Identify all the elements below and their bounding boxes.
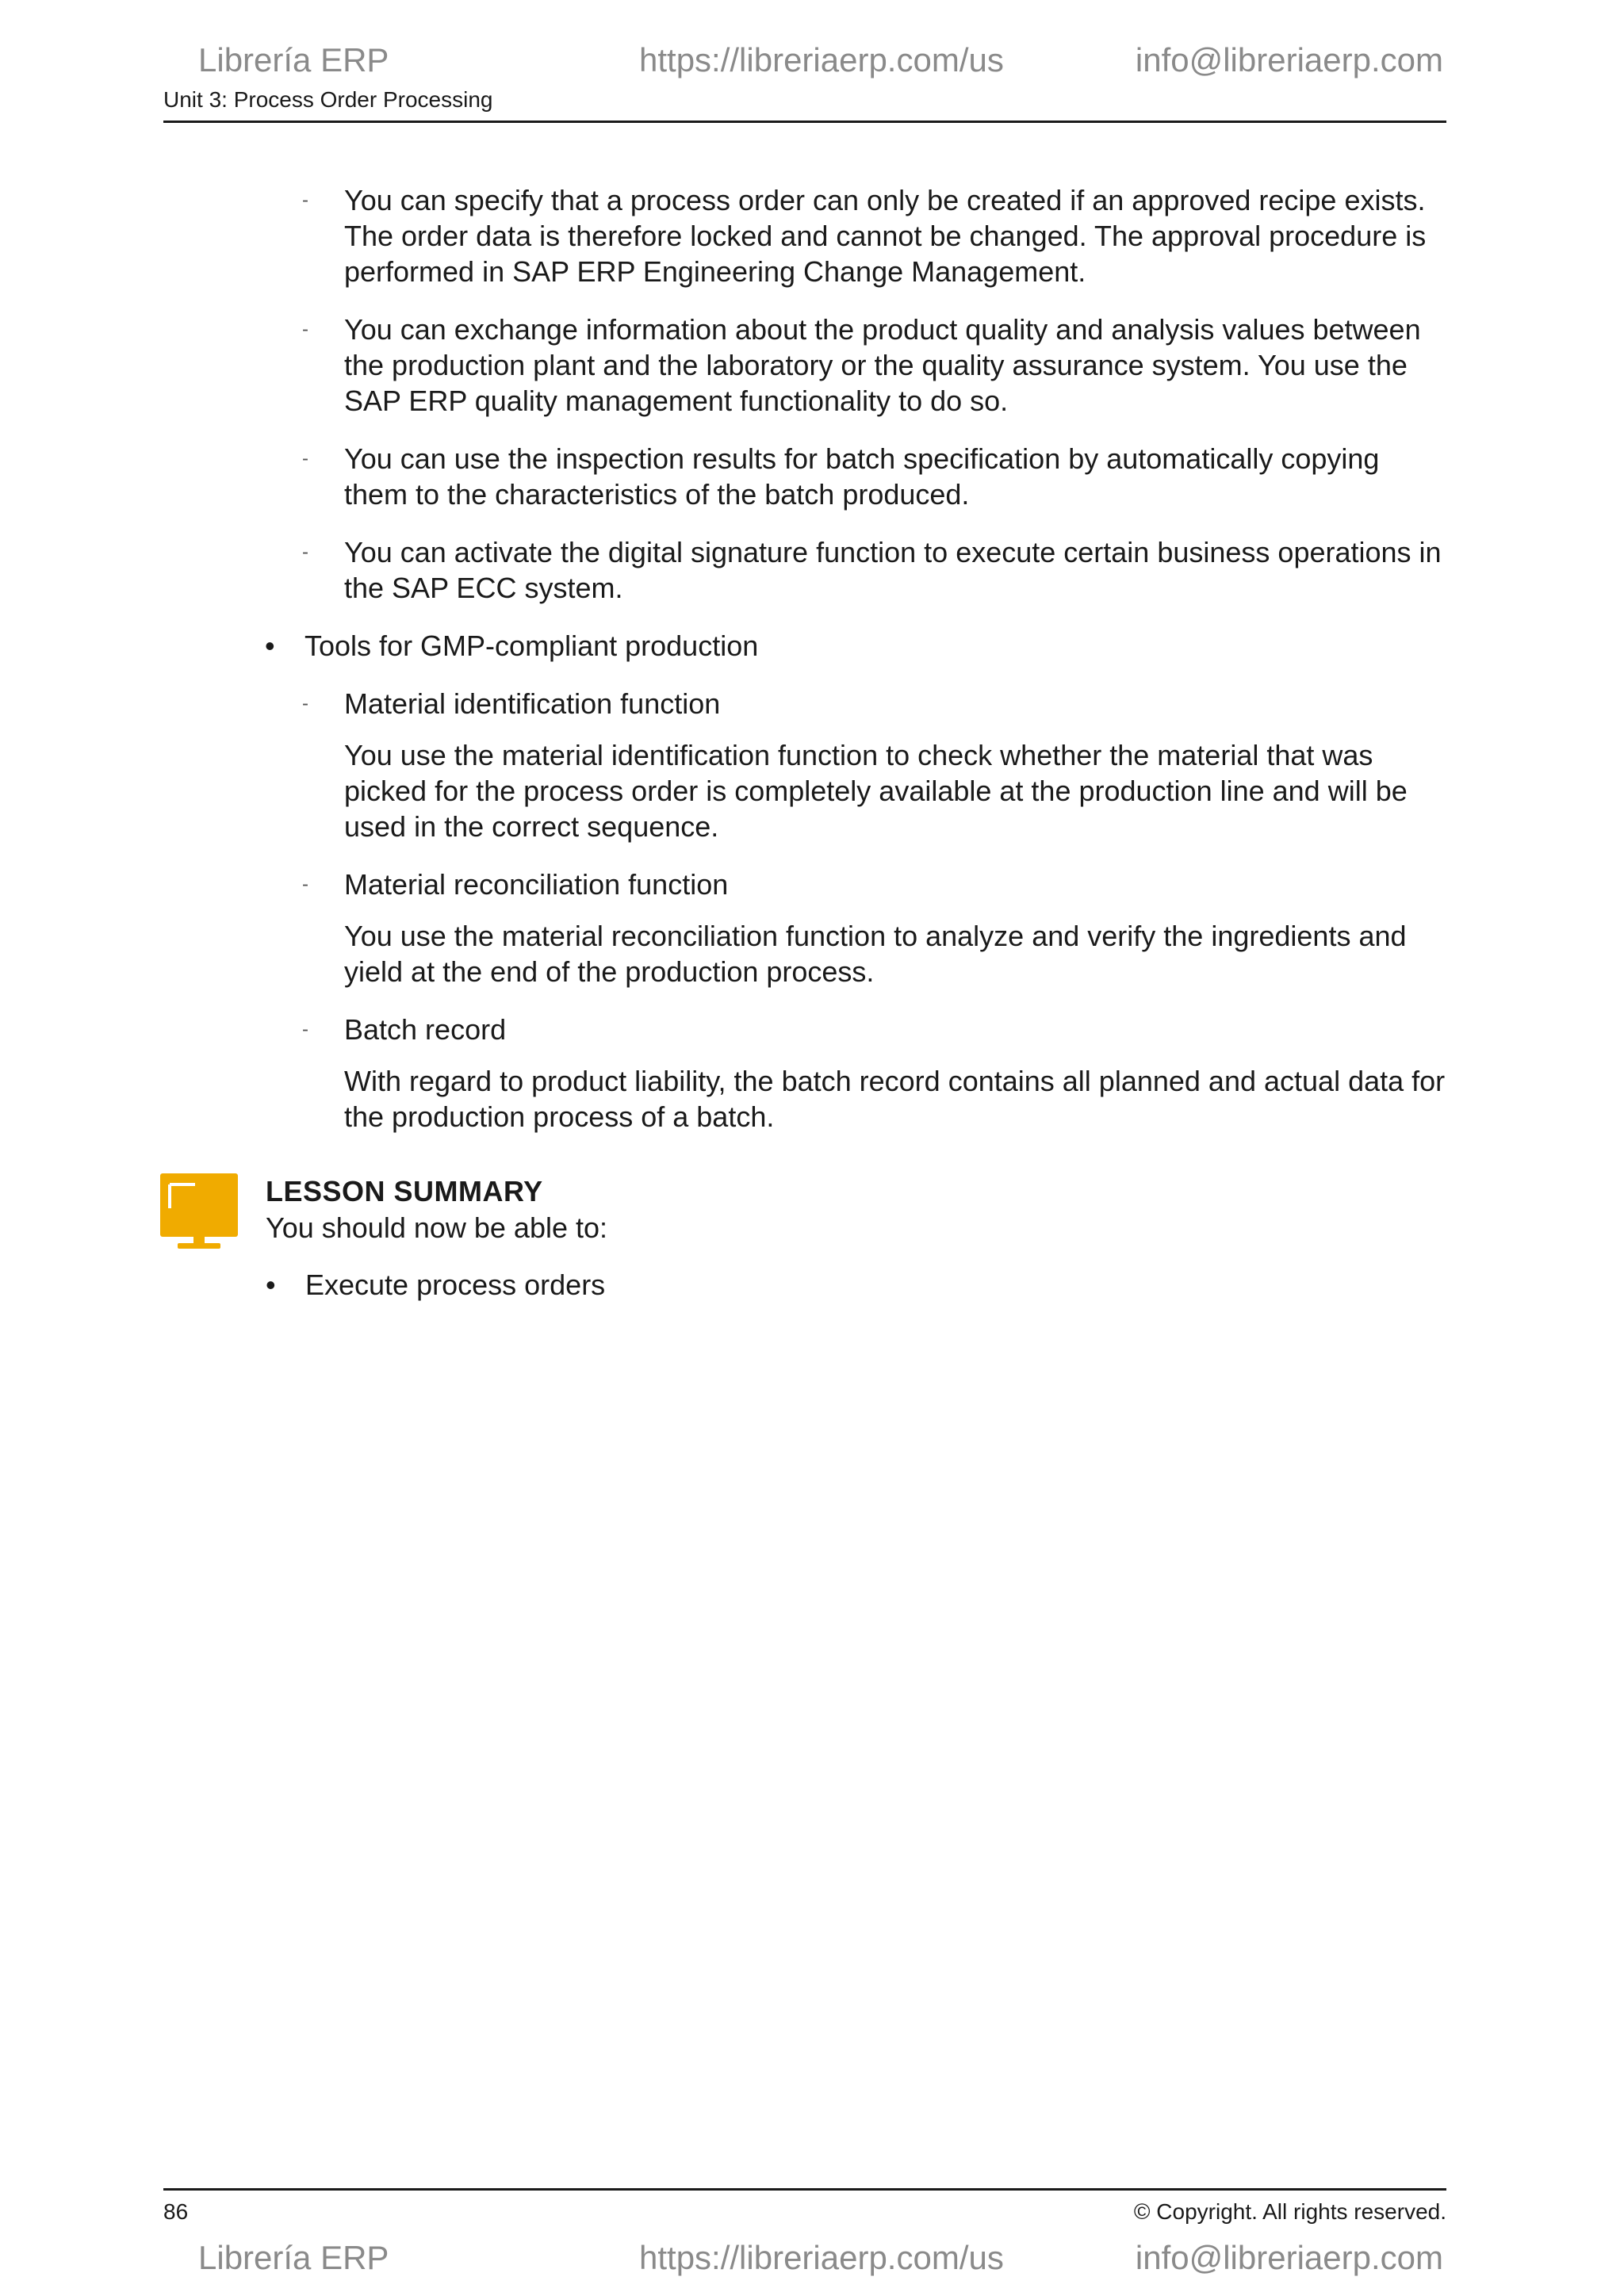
header-divider: [163, 121, 1446, 123]
watermark-url-top: https://libreriaerp.com/us: [639, 41, 1004, 78]
dash-marker: -: [302, 541, 308, 563]
bullet-list-item: [163, 628, 1448, 664]
unit-title: Unit 3: Process Order Processing: [163, 87, 493, 112]
sub-list-item: [163, 312, 1448, 419]
sub-list-item-title: Material identification function: [344, 687, 721, 720]
summary-list-item: [266, 1267, 605, 1303]
sub-list-item: [163, 182, 1448, 289]
sub-list-item-title: Batch record: [344, 1013, 507, 1046]
bullet-list-item-text: Tools for GMP-compliant production: [304, 629, 759, 662]
sub-list-item: [163, 686, 1448, 844]
dash-marker: -: [302, 448, 308, 469]
dash-marker: -: [302, 874, 308, 895]
sub-list-item: [163, 534, 1448, 606]
copyright-notice: © Copyright. All rights reserved.: [1133, 2199, 1446, 2224]
summary-list-item-text: Execute process orders: [305, 1269, 606, 1301]
dash-marker: -: [302, 693, 308, 714]
footer-divider: [163, 2188, 1446, 2191]
watermark-email-top: info@libreriaerp.com: [1135, 41, 1443, 78]
watermark-brand-top: Librería ERP: [198, 41, 389, 78]
main-content: [163, 182, 1448, 1157]
sub-list-item-text: You can activate the digital signature function to execute certain business operations in the SAP ECC system.: [344, 536, 1442, 604]
sub-list-item-detail: You use the material identification function to check whether the material that was picked for the process order is completely available at the production line and will be used in the correct sequence.: [344, 739, 1408, 843]
sub-list-item: [163, 867, 1448, 989]
summary-title: LESSON SUMMARY: [266, 1175, 543, 1207]
bullet-marker: •: [265, 629, 275, 662]
sub-list-item-title: Material reconciliation function: [344, 868, 729, 901]
summary-list: [266, 1267, 605, 1303]
dash-marker: -: [302, 1019, 308, 1040]
monitor-icon: [160, 1173, 238, 1249]
sub-list-item-text: You can exchange information about the product quality and analysis values between the production plant and the laboratory or the quality assurance system. You use the SAP ERP quality management functionality to do so.: [344, 313, 1421, 417]
watermark-url-bottom: https://libreriaerp.com/us: [639, 2239, 1004, 2276]
watermark-brand-bottom: Librería ERP: [198, 2239, 389, 2276]
bullet-marker: •: [266, 1269, 276, 1301]
sub-list-item: [163, 441, 1448, 512]
sub-list-item-text: You can specify that a process order can only be created if an approved recipe exists. The order data is therefore locked and cannot be changed. The approval procedure is performed in SAP ERP Engineering Change Management.: [344, 184, 1427, 288]
sub-list-item: [163, 1012, 1448, 1135]
dash-marker: -: [302, 319, 308, 340]
watermark-email-bottom: info@libreriaerp.com: [1135, 2239, 1443, 2276]
page-number: 86: [163, 2199, 189, 2224]
sub-list-item-detail: With regard to product liability, the batch record contains all planned and actual data for the production process of a batch.: [344, 1065, 1446, 1133]
summary-intro: You should now be able to:: [266, 1211, 608, 1244]
dash-marker: -: [302, 189, 308, 211]
sub-list-item-text: You can use the inspection results for batch specification by automatically copying them to the characteristics of the batch produced.: [344, 442, 1380, 511]
sub-list-item-detail: You use the material reconciliation function to analyze and verify the ingredients and yield at the end of the production process.: [344, 920, 1407, 988]
